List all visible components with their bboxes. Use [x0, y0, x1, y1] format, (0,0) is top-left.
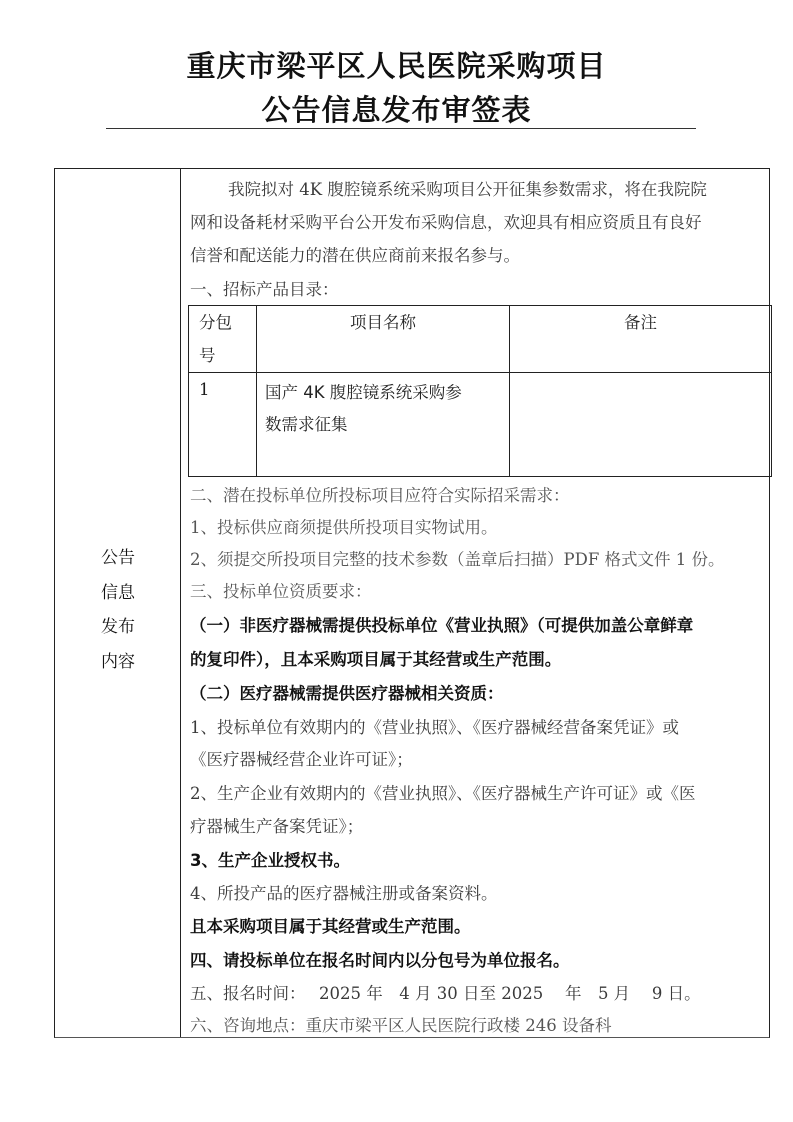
cell-project-name-line: 数需求征集 [265, 415, 348, 434]
intro-paragraph-line: 网和设备耗材采购平台公开发布采购信息，欢迎具有相应资质且有良好 [190, 213, 702, 232]
section-heading-qualifications: 三、投标单位资质要求： [190, 582, 372, 601]
row-label-char: 信息 [101, 582, 135, 603]
cell-remarks [510, 373, 772, 477]
requirement-item: 2、须提交所投项目完整的技术参数（盖章后扫描）PDF 格式文件 1 份。 [190, 550, 725, 569]
header-project-name: 项目名称 [257, 306, 510, 373]
section-heading-requirements: 二、潜在投标单位所投标项目应符合实际招采需求： [190, 486, 570, 505]
cell-package-no: 1 [189, 373, 257, 477]
section-heading-registration: 四、请投标单位在报名时间内以分包号为单位报名。 [190, 951, 570, 970]
row-label-char: 公告 [101, 548, 135, 568]
row-label-char: 发布 [101, 617, 135, 637]
registration-time: 五、报名时间： 2025 年 4 月 30 日至 2025 年 5 月 9 日。 [190, 984, 701, 1003]
intro-paragraph-line: 我院拟对 4K 腹腔镜系统采购项目公开征集参数需求，将在我院院 [228, 180, 707, 199]
cell-project-name [257, 373, 510, 477]
qualification-line: 2、生产企业有效期内的《营业执照》、《医疗器械生产许可证》或《医 [190, 784, 696, 803]
intro-paragraph-line: 信誉和配送能力的潜在供应商前来报名参与。 [190, 246, 520, 265]
label-column [55, 169, 181, 1037]
qualification-heading: （二）医疗器械需提供医疗器械相关资质： [190, 684, 504, 703]
header-package-no-line: 分包 [199, 313, 232, 332]
section-heading-catalog: 一、招标产品目录： [190, 280, 339, 299]
requirement-item: 1、投标供应商须提供所投项目实物试用。 [190, 518, 498, 537]
qualification-line: 4、所投产品的医疗器械注册或备案资料。 [190, 884, 498, 903]
page-title-line-2: 公告信息发布审签表 [261, 93, 532, 127]
product-catalog-table [188, 305, 772, 477]
header-remarks: 备注 [510, 306, 772, 373]
announcement-content [182, 169, 769, 1037]
qualification-line: 1、投标单位有效期内的《营业执照》、《医疗器械经营备案凭证》或 [190, 718, 679, 737]
qualification-note: 且本采购项目属于其经营或生产范围。 [190, 917, 471, 936]
table-header-row [189, 306, 772, 373]
table-row [189, 373, 772, 477]
qualification-line: 《医疗器械经营企业许可证》； [190, 750, 413, 769]
row-label [55, 541, 181, 679]
title-underline [106, 128, 696, 129]
cell-project-name-line: 国产 4K 腹腔镜系统采购参 [265, 383, 462, 402]
header-package-no-line: 号 [199, 346, 216, 365]
qualification-line: 的复印件），且本采购项目属于其经营或生产范围。 [190, 650, 562, 669]
qualification-line: 3、生产企业授权书。 [190, 851, 350, 870]
page-title-line-1: 重庆市梁平区人民医院采购项目 [186, 49, 607, 83]
header-package-no [189, 306, 257, 373]
consultation-location: 六、咨询地点：重庆市梁平区人民医院行政楼 246 设备科 [190, 1016, 612, 1035]
approval-form-table [54, 168, 770, 1038]
qualification-line: 疗器械生产备案凭证》； [190, 817, 364, 836]
row-label-char: 内容 [101, 651, 135, 672]
qualification-line: （一）非医疗器械需提供投标单位《营业执照》（可提供加盖公章鲜章 [190, 616, 694, 635]
